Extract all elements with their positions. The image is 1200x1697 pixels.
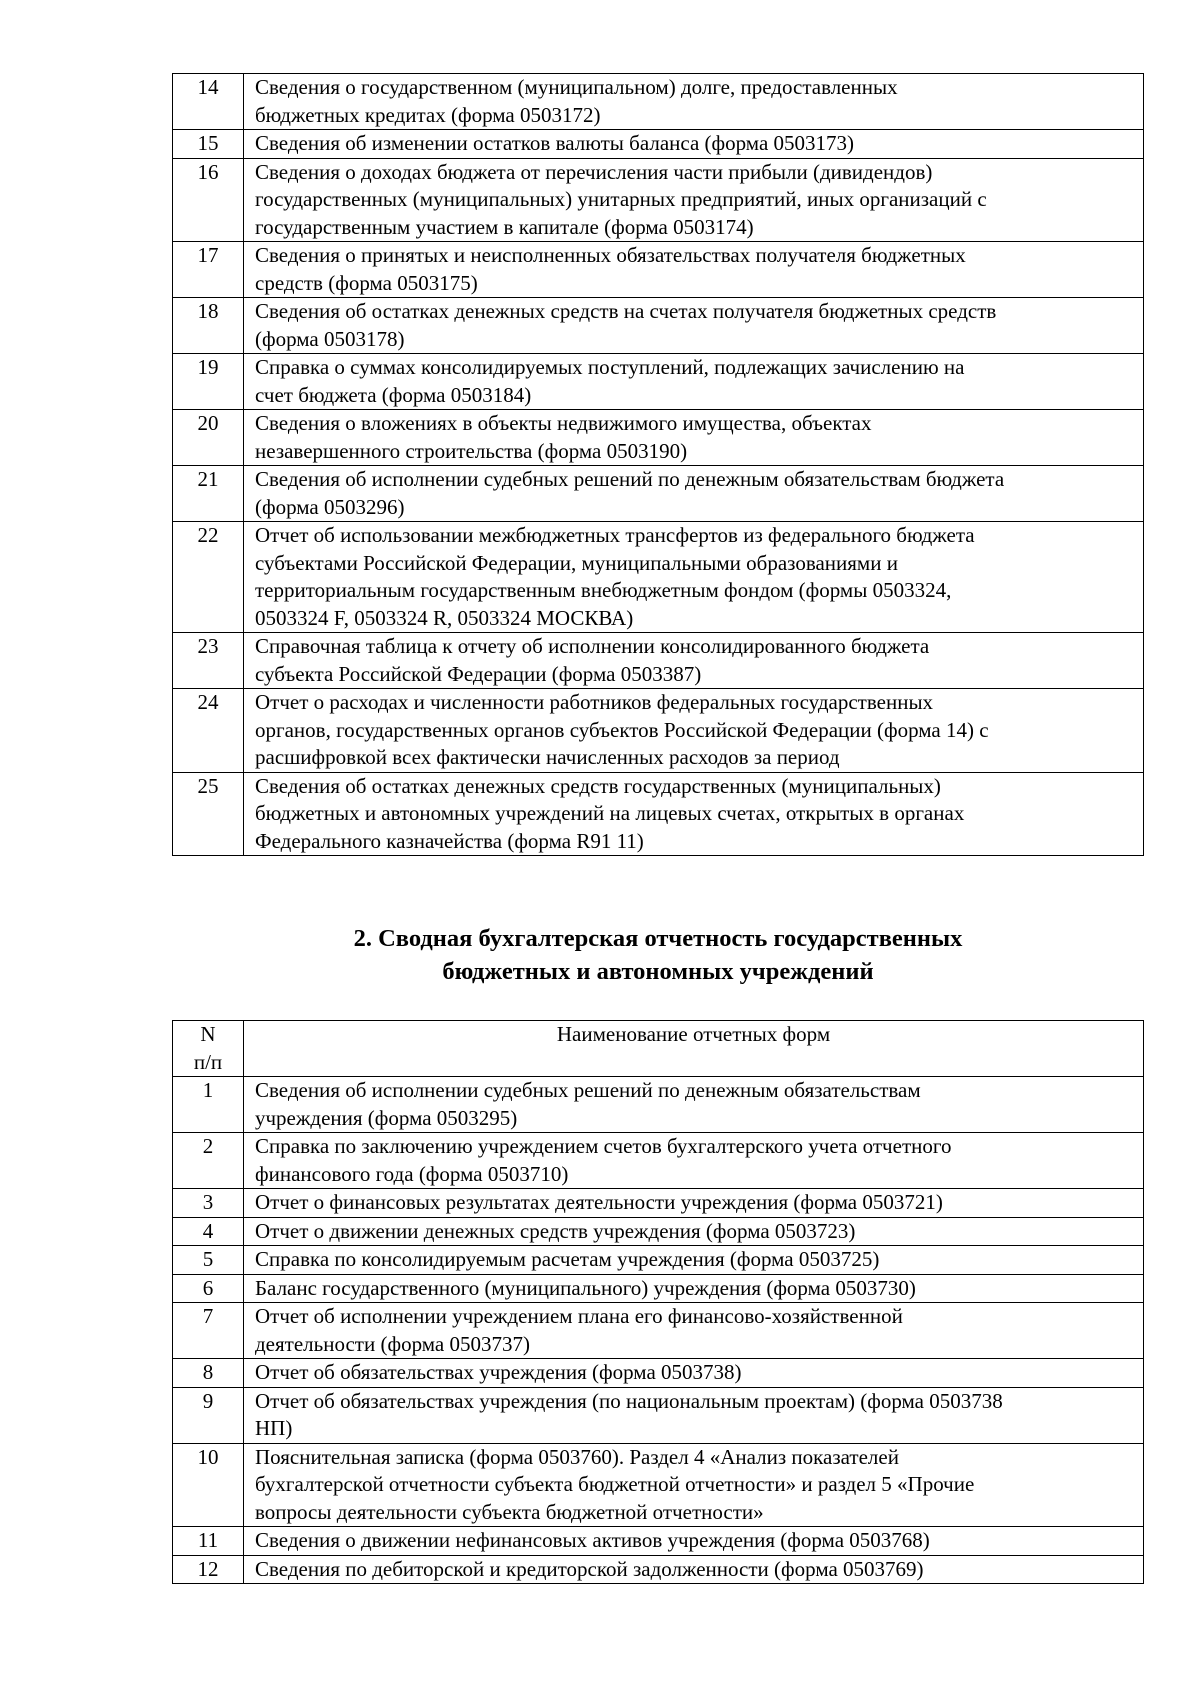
form-name-line: Сведения о движении нефинансовых активов учреждения (форма 0503768): [255, 1528, 930, 1552]
row-number: 17: [173, 242, 244, 298]
form-name-line: Отчет об обязательствах учреждения (по национальным проектам) (форма 0503738: [255, 1388, 1003, 1413]
row-number: 7: [173, 1303, 244, 1359]
form-name-line: бухгалтерской отчетности субъекта бюджетной отчетности» и раздел 5 «Прочие: [255, 1472, 975, 1496]
table-row: [173, 354, 1144, 410]
form-name: [244, 242, 1144, 298]
table-row: [173, 1217, 1144, 1246]
table-row: [173, 242, 1144, 298]
form-name: [244, 689, 1144, 773]
column-header-form-name: Наименование отчетных форм: [244, 1021, 1144, 1077]
form-name-line: Отчет о финансовых результатах деятельности учреждения (форма 0503721): [255, 1190, 943, 1214]
form-name-line: (форма 0503296): [255, 494, 405, 519]
table-row: [173, 1527, 1144, 1556]
form-name-line: бюджетных и автономных учреждений на лицевых счетах, открытых в органах: [255, 801, 965, 825]
table-row: [173, 522, 1144, 633]
column-header-number-line-2: п/п: [193, 1049, 223, 1074]
table-row: [173, 298, 1144, 354]
form-name-line: расшифровкой всех фактически начисленных расходов за период: [255, 745, 840, 769]
form-name-line: Сведения о доходах бюджета от перечисления части прибыли (дивидендов): [255, 159, 933, 184]
form-name: [244, 1133, 1144, 1189]
row-number: 25: [173, 772, 244, 856]
section-2-heading-line-1: 2. Сводная бухгалтерская отчетность государственных: [353, 925, 963, 952]
form-name-line: вопросы деятельности субъекта бюджетной отчетности»: [255, 1499, 764, 1524]
form-name: [244, 410, 1144, 466]
table-row: [173, 1133, 1144, 1189]
table-row: [173, 1303, 1144, 1359]
form-name: [244, 1217, 1144, 1246]
column-header-number-line-1: N: [200, 1022, 216, 1046]
row-number: 22: [173, 522, 244, 633]
form-name: [244, 633, 1144, 689]
form-name-line: Справка по консолидируемым расчетам учреждения (форма 0503725): [255, 1247, 880, 1271]
row-number: 11: [173, 1527, 244, 1556]
section-2-heading: [172, 922, 1144, 988]
form-name: [244, 1077, 1144, 1133]
row-number: 10: [173, 1443, 244, 1527]
form-name-line: Сведения о вложениях в объекты недвижимого имущества, объектах: [255, 411, 872, 435]
row-number: 21: [173, 466, 244, 522]
table-row: [173, 633, 1144, 689]
form-name-line: Сведения о принятых и неисполненных обязательствах получателя бюджетных: [255, 243, 966, 267]
form-name: [244, 158, 1144, 242]
form-name-line: Баланс государственного (муниципального) учреждения (форма 0503730): [255, 1275, 916, 1300]
form-name: [244, 522, 1144, 633]
row-number: 12: [173, 1555, 244, 1584]
table-row: [173, 1555, 1144, 1584]
form-name: [244, 466, 1144, 522]
table-row: [173, 74, 1144, 130]
row-number: 16: [173, 158, 244, 242]
section-2-heading-line-2: бюджетных и автономных учреждений: [442, 958, 874, 985]
form-name: [244, 354, 1144, 410]
form-name-line: НП): [255, 1416, 293, 1440]
header-row: [173, 1021, 1144, 1077]
row-number: 5: [173, 1246, 244, 1275]
form-name-line: субъекта Российской Федерации (форма 0503387): [255, 661, 702, 686]
form-name-line: органов, государственных органов субъектов Российской Федерации (форма 14) с: [255, 717, 989, 742]
form-name-line: Сведения о государственном (муниципальном) долге, предоставленных: [255, 75, 898, 99]
form-name-line: 0503324 F, 0503324 R, 0503324 МОСКВА): [255, 605, 634, 630]
form-name-line: субъектами Российской Федерации, муниципальными образованиями и: [255, 550, 898, 575]
form-name-line: Федерального казначейства (форма R91 11): [255, 828, 644, 853]
form-name: [244, 1274, 1144, 1303]
form-name-line: финансового года (форма 0503710): [255, 1161, 569, 1186]
table-row: [173, 1359, 1144, 1388]
form-name: [244, 1246, 1144, 1275]
form-name-line: незавершенного строительства (форма 0503190): [255, 438, 688, 463]
row-number: 8: [173, 1359, 244, 1388]
form-name-line: учреждения (форма 0503295): [255, 1105, 518, 1130]
form-name: [244, 1527, 1144, 1556]
form-name: [244, 130, 1144, 159]
table-row: [173, 466, 1144, 522]
institutions-forms-table: [172, 1020, 1144, 1584]
forms-table-body: [173, 1077, 1144, 1584]
form-name: [244, 1303, 1144, 1359]
form-name-line: Пояснительная записка (форма 0503760). Раздел 4 «Анализ показателей: [255, 1444, 899, 1469]
form-name: [244, 1359, 1144, 1388]
table-row: [173, 410, 1144, 466]
form-name-line: (форма 0503178): [255, 326, 405, 351]
form-name-line: Сведения об исполнении судебных решений по денежным обязательствам: [255, 1078, 921, 1102]
row-number: 23: [173, 633, 244, 689]
form-name: [244, 1189, 1144, 1218]
form-name-line: Сведения об исполнении судебных решений по денежным обязательствам бюджета: [255, 467, 1005, 491]
form-name-line: государственных (муниципальных) унитарных предприятий, иных организаций с: [255, 187, 987, 211]
row-number: 14: [173, 74, 244, 130]
form-name-line: Отчет об обязательствах учреждения (форма 0503738): [255, 1360, 742, 1384]
form-name: [244, 298, 1144, 354]
form-name: [244, 74, 1144, 130]
row-number: 15: [173, 130, 244, 159]
form-name-line: Отчет об использовании межбюджетных трансфертов из федерального бюджета: [255, 523, 975, 547]
row-number: 18: [173, 298, 244, 354]
table-row: [173, 130, 1144, 159]
form-name-line: государственным участием в капитале (форма 0503174): [255, 214, 754, 239]
form-name-line: деятельности (форма 0503737): [255, 1331, 530, 1356]
form-name-line: Отчет о расходах и численности работников федеральных государственных: [255, 690, 934, 714]
table-row: [173, 689, 1144, 773]
row-number: 20: [173, 410, 244, 466]
table-row: [173, 772, 1144, 856]
table-row: [173, 1077, 1144, 1133]
table-row: [173, 1274, 1144, 1303]
row-number: 24: [173, 689, 244, 773]
table-row: [173, 158, 1144, 242]
row-number: 2: [173, 1133, 244, 1189]
forms-table-continued: [172, 73, 1144, 856]
table-header: [173, 1021, 1144, 1077]
form-name: [244, 772, 1144, 856]
form-name-line: Отчет об исполнении учреждением плана его финансово-хозяйственной: [255, 1304, 903, 1328]
form-name: [244, 1443, 1144, 1527]
row-number: 9: [173, 1387, 244, 1443]
row-number: 6: [173, 1274, 244, 1303]
form-name-line: Сведения об остатках денежных средств государственных (муниципальных): [255, 773, 941, 798]
table-row: [173, 1387, 1144, 1443]
row-number: 19: [173, 354, 244, 410]
forms-table-body: [173, 74, 1144, 856]
column-header-number: [173, 1021, 244, 1077]
form-name-line: Отчет о движении денежных средств учреждения (форма 0503723): [255, 1218, 856, 1243]
row-number: 4: [173, 1217, 244, 1246]
form-name-line: Справка по заключению учреждением счетов бухгалтерского учета отчетного: [255, 1134, 952, 1158]
form-name: [244, 1555, 1144, 1584]
table-row: [173, 1246, 1144, 1275]
table-row: [173, 1443, 1144, 1527]
form-name-line: Сведения об остатках денежных средств на счетах получателя бюджетных средств: [255, 299, 997, 323]
form-name: [244, 1387, 1144, 1443]
form-name-line: Справочная таблица к отчету об исполнении консолидированного бюджета: [255, 634, 930, 658]
row-number: 3: [173, 1189, 244, 1218]
form-name-line: бюджетных кредитах (форма 0503172): [255, 102, 601, 127]
table-row: [173, 1189, 1144, 1218]
form-name-line: счет бюджета (форма 0503184): [255, 382, 532, 407]
form-name-line: Справка о суммах консолидируемых поступлений, подлежащих зачислению на: [255, 355, 965, 379]
form-name-line: территориальным государственным внебюджетным фондом (формы 0503324,: [255, 578, 952, 602]
row-number: 1: [173, 1077, 244, 1133]
form-name-line: Сведения об изменении остатков валюты баланса (форма 0503173): [255, 131, 855, 155]
form-name-line: Сведения по дебиторской и кредиторской задолженности (форма 0503769): [255, 1556, 924, 1581]
form-name-line: средств (форма 0503175): [255, 270, 478, 295]
